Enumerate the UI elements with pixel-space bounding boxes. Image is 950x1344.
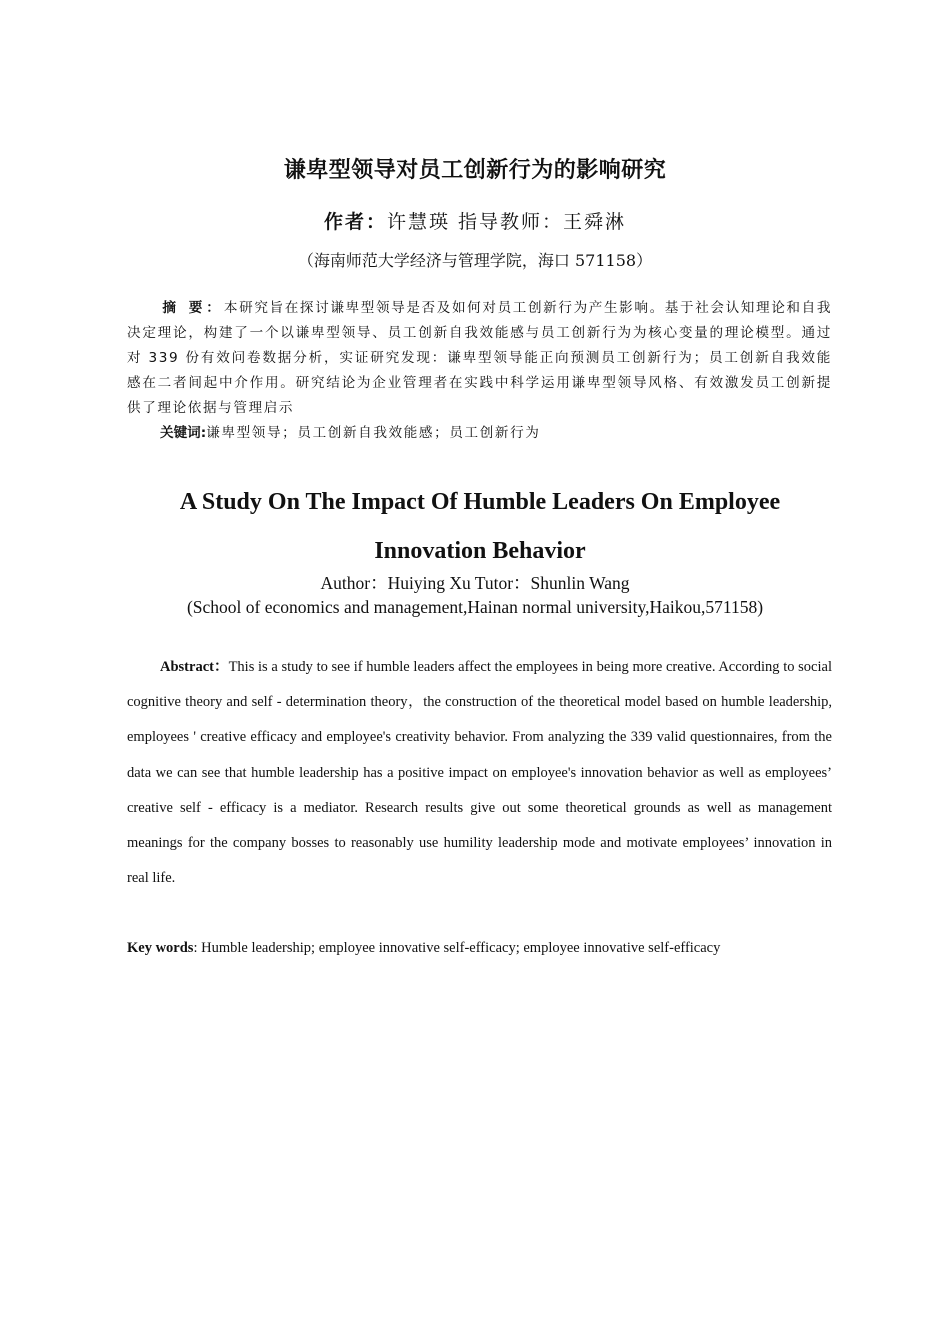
english-abstract-label: Abstract： [160,659,229,675]
chinese-keywords-label: 关键词: [160,425,207,441]
chinese-abstract [127,296,832,421]
english-keywords-label: Key words [127,940,194,956]
english-keywords-text: : Humble leadership; employee innovative self-efficacy; employee innovative self-efficacy [193,940,721,956]
chinese-author-line [0,207,950,234]
chinese-abstract-text: 本研究旨在探讨谦卑型领导是否及如何对员工创新行为产生影响。基于社会认知理论和自我决定理论，构建了一个以谦卑型领导、员工创新自我效能感与员工创新行为为核心变量的理论模型。通过对 339 份有效问卷数据分析，实证研究发现：谦卑型领导能正向预测员工创新行为；员工创新自我效能感在二者间起中介作用。研究结论为企业管理者在实践中科学运用谦卑型领导风格、有效激发员工创新提供了理论依据与管理启示 [127,300,833,416]
english-abstract-text: This is a study to see if humble leaders affect the employees in being more creative. According to social cognitive theory and self - determination theory，the construction of the theoretical model based on humble leadership, employees ' creative efficacy and employee's creativity behavior. From analyzing the 339 valid questionnaires, from the data we can see that humble leadership has a positive impact on employee's innovation behavior as well as employees’ creative self - efficacy is a mediator. Research results give out some theoretical grounds as well as management meanings for the company bosses to reasonably use humility leadership mode and motivate employees’ innovation in real life. [127,659,832,887]
chinese-abstract-label: 摘 要： [162,300,224,316]
chinese-author-label: 作者： [323,211,387,233]
chinese-title: 谦卑型领导对员工创新行为的影响研究 [283,158,667,183]
english-author-line: Author：Huiying Xu Tutor：Shunlin Wang [320,573,630,593]
chinese-keywords-text: 谦卑型领导；员工创新自我效能感；员工创新行为 [206,425,541,441]
chinese-keywords [160,421,840,446]
english-affiliation: (School of economics and management,Hainan normal university,Haikou,571158) [186,597,764,617]
english-title: A Study On The Impact Of Humble Leaders On Employee Innovation Behavior [179,489,781,564]
english-abstract [127,650,832,896]
english-keywords [127,937,847,959]
chinese-author-names: 许慧瑛 指导教师：王舜淋 [386,211,627,233]
chinese-affiliation: （海南师范大学经济与管理学院，海口 571158） [297,251,653,270]
